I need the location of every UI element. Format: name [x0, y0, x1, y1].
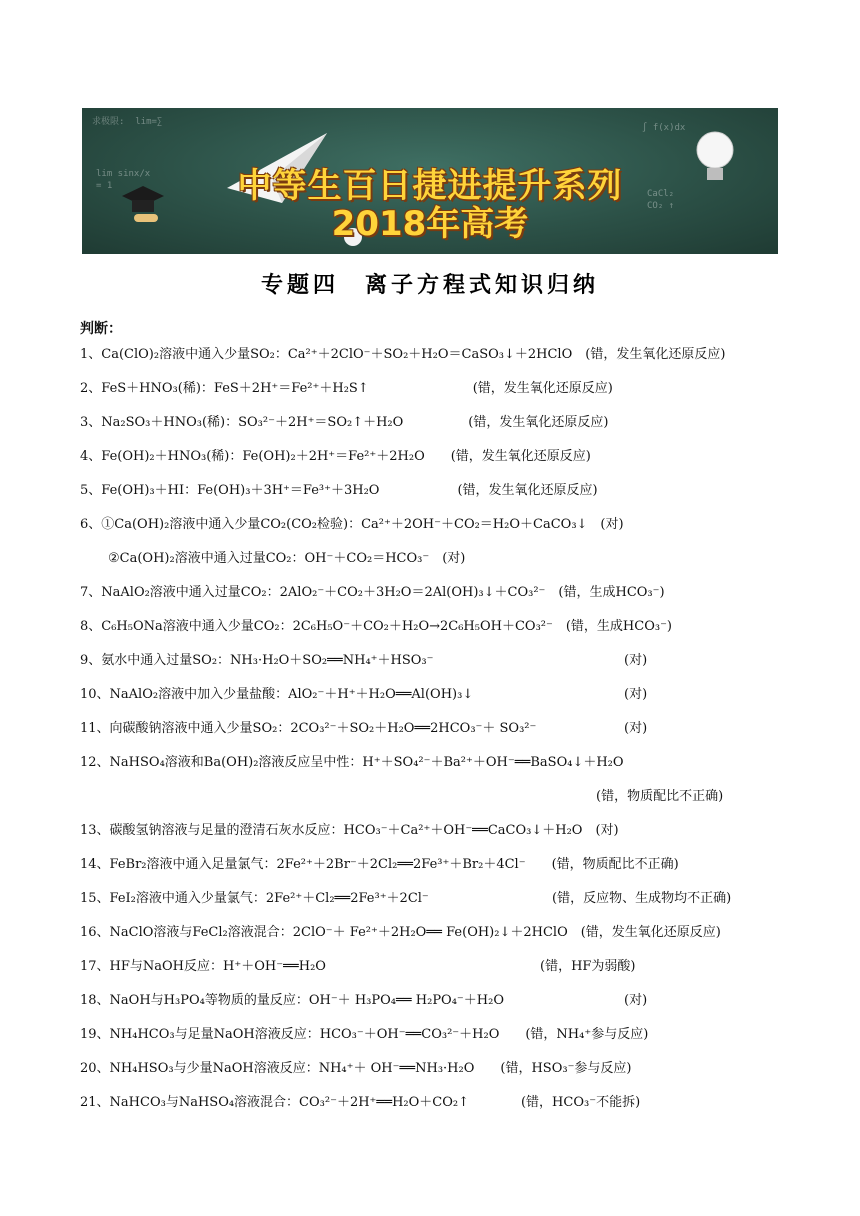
- section-label: 判断：: [80, 321, 122, 337]
- list-item: 19、NH₄HCO₃与足量NaOH溶液反应：HCO₃⁻＋OH⁻══CO₃²⁻＋H₂O (错，NH₄⁺参与反应): [80, 1027, 649, 1042]
- list-item: 11、向碳酸钠溶液中通入少量SO₂：2CO₃²⁻＋SO₂＋H₂O══2HCO₃⁻＋ SO₃²⁻: [80, 721, 537, 736]
- list-item: 14、FeBr₂溶液中通入足量氯气：2Fe²⁺＋2Br⁻＋2Cl₂══2Fe³⁺＋Br₂＋4Cl⁻ (错，物质配比不正确): [80, 857, 679, 872]
- verdict: (对): [624, 993, 648, 1008]
- list-item: 5、Fe(OH)₃＋HI：Fe(OH)₃＋3H⁺＝Fe³⁺＋3H₂O (错，发生氧化还原反应): [80, 483, 598, 498]
- list-item: 16、NaClO溶液与FeCl₂溶液混合：2ClO⁻＋ Fe²⁺＋2H₂O══ Fe(OH)₂↓＋2HClO (错，发生氧化还原反应): [80, 925, 721, 940]
- banner-scribble: lim sinx/x = 1: [96, 169, 151, 191]
- list-item: 1、Ca(ClO)₂溶液中通入少量SO₂：Ca²⁺＋2ClO⁻＋SO₂＋H₂O＝CaSO₃↓＋2HClO (错，发生氧化还原反应): [80, 347, 726, 362]
- verdict: (错，反应物、生成物均不正确): [552, 891, 732, 906]
- verdict: (对): [624, 653, 648, 668]
- list-item: 17、HF与NaOH反应：H⁺＋OH⁻══H₂O: [80, 959, 326, 974]
- verdict: (错，物质配比不正确): [596, 789, 724, 804]
- list-item: 15、FeI₂溶液中通入少量氯气：2Fe²⁺＋Cl₂══2Fe³⁺＋2Cl⁻: [80, 891, 429, 906]
- list-item: 9、氨水中通入过量SO₂：NH₃·H₂O＋SO₂══NH₄⁺＋HSO₃⁻: [80, 653, 434, 668]
- banner-title-line2: 2018年高考: [331, 204, 529, 244]
- list-item: 6、①Ca(OH)₂溶液中通入少量CO₂(CO₂检验)：Ca²⁺＋2OH⁻＋CO₂＝H₂O＋CaCO₃↓ (对): [80, 517, 624, 532]
- page-title: 专题四 离子方程式知识归纳: [260, 273, 599, 298]
- banner-scribble: 求极限: lim=∑: [92, 117, 163, 127]
- list-item: 13、碳酸氢钠溶液与足量的澄清石灰水反应：HCO₃⁻＋Ca²⁺＋OH⁻══CaCO₃↓＋H₂O (对): [80, 823, 619, 838]
- list-item: 20、NH₄HSO₃与少量NaOH溶液反应：NH₄⁺＋ OH⁻══NH₃·H₂O (错，HSO₃⁻参与反应): [80, 1061, 632, 1076]
- list-item: 18、NaOH与H₃PO₄等物质的量反应：OH⁻＋ H₃PO₄══ H₂PO₄⁻＋H₂O: [80, 993, 504, 1008]
- list-item: 21、NaHCO₃与NaHSO₄溶液混合：CO₃²⁻＋2H⁺══H₂O＋CO₂↑ (错，HCO₃⁻不能拆): [80, 1095, 641, 1110]
- list-item: ②Ca(OH)₂溶液中通入过量CO₂：OH⁻＋CO₂＝HCO₃⁻ (对): [108, 551, 466, 566]
- banner-scribble: CaCl₂ CO₂ ↑: [647, 189, 675, 211]
- list-item: 3、Na₂SO₃＋HNO₃(稀)：SO₃²⁻＋2H⁺＝SO₂↑＋H₂O (错，发生氧化还原反应): [80, 415, 609, 430]
- list-item: 10、NaAlO₂溶液中加入少量盐酸：AlO₂⁻＋H⁺＋H₂O══Al(OH)₃↓: [80, 687, 474, 702]
- banner-title-line1: 中等生百日捷进提升系列: [237, 166, 623, 206]
- verdict: (错，HF为弱酸): [540, 959, 636, 974]
- list-item: 2、FeS＋HNO₃(稀)：FeS＋2H⁺＝Fe²⁺＋H₂S↑ (错，发生氧化还原反应): [80, 381, 613, 396]
- header-banner: [82, 108, 778, 254]
- verdict: (对): [624, 687, 648, 702]
- verdict: (对): [624, 721, 648, 736]
- list-item: 4、Fe(OH)₂＋HNO₃(稀)：Fe(OH)₂＋2H⁺＝Fe²⁺＋2H₂O (错，发生氧化还原反应): [80, 449, 591, 464]
- list-item: 12、NaHSO₄溶液和Ba(OH)₂溶液反应呈中性：H⁺＋SO₄²⁻＋Ba²⁺＋OH⁻══BaSO₄↓＋H₂O: [80, 755, 624, 770]
- banner-scribble: ∫ f(x)dx: [642, 123, 686, 133]
- list-item: 7、NaAlO₂溶液中通入过量CO₂：2AlO₂⁻＋CO₂＋3H₂O＝2Al(OH)₃↓＋CO₃²⁻ (错，生成HCO₃⁻): [80, 585, 665, 600]
- list-item: 8、C₆H₅ONa溶液中通入少量CO₂：2C₆H₅O⁻＋CO₂＋H₂O→2C₆H₅OH＋CO₃²⁻ (错，生成HCO₃⁻): [80, 619, 673, 634]
